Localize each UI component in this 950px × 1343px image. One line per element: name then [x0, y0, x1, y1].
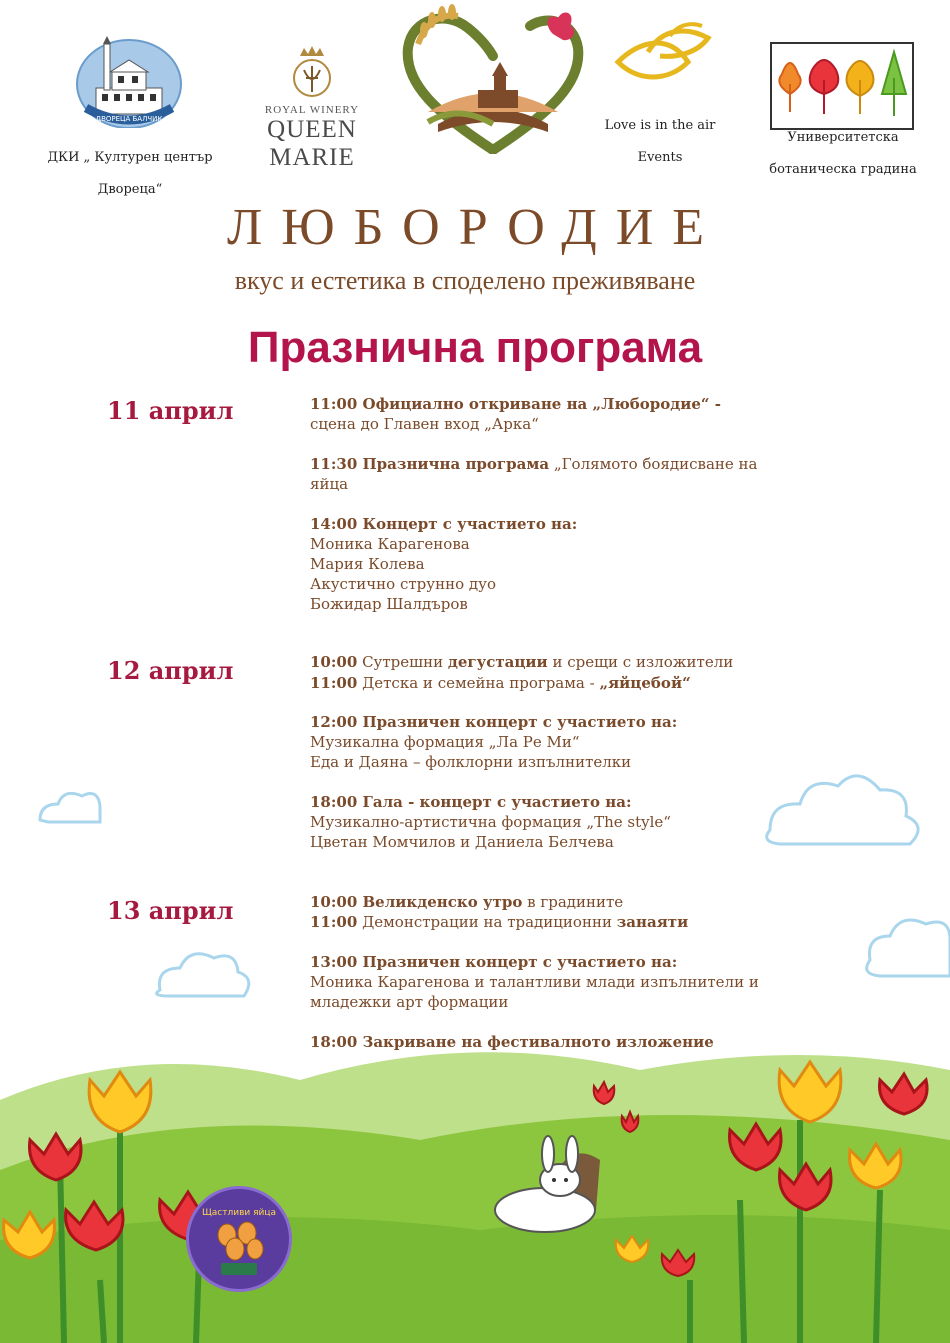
program-line-bold-text: 11:00 — [310, 674, 358, 692]
program-line-text: в градините — [522, 893, 624, 911]
program-line — [310, 652, 733, 672]
program-line-bold-text: 10:00 Великденско утро — [310, 893, 523, 911]
program-line-text: „Голямото боядисване на — [549, 455, 758, 473]
dki-logo — [74, 36, 184, 128]
program-line — [310, 732, 580, 752]
crown-crest-icon — [282, 44, 342, 100]
program-line-bold-text: 13:00 Празничен концерт с участието на: — [310, 953, 678, 971]
program-line — [310, 594, 468, 614]
garden-caption-2: ботаническа градина — [769, 162, 917, 177]
happy-eggs-badge — [186, 1186, 292, 1292]
program-line-text: Божидар Шалдъров — [310, 595, 468, 613]
program-line-bold-text: 18:00 Гала - концерт с участието на: — [310, 793, 632, 811]
program-line-bold-text: „яйцебой“ — [599, 674, 691, 692]
program-line-text: Сутрешни — [357, 653, 448, 671]
botanical-garden-logo — [770, 42, 914, 130]
program-line-bold-text: 14:00 Концерт с участието на: — [310, 515, 578, 533]
love-caption-2: Events — [637, 150, 683, 165]
program-line — [310, 952, 677, 972]
program-line-text: Музикална формация „Ла Ре Ми“ — [310, 733, 580, 751]
program-line-text: Моника Карагенова — [310, 535, 470, 553]
program-line — [310, 892, 623, 912]
program-line — [310, 514, 577, 534]
program-line — [310, 554, 425, 574]
program-line-text: сцена до Главен вход „Арка“ — [310, 415, 539, 433]
program-line-bold-text: 10:00 — [310, 653, 358, 671]
program-line — [310, 912, 688, 932]
heart-festival-logo — [398, 4, 588, 154]
program-line-bold-text: дегустации — [447, 653, 548, 671]
program-line-bold-text: 11:00 — [310, 913, 358, 931]
program-line — [310, 972, 759, 992]
program-line — [310, 454, 758, 474]
program-line-bold-text: 18:00 Закриване на фестивалното изложение — [310, 1033, 714, 1051]
program-line-text: Музикално-артистична формация „The style“ — [310, 813, 671, 831]
program-line — [310, 534, 470, 554]
winery-main-label: QUEEN MARIE — [267, 116, 357, 171]
eggs-badge-text: Щастливи яйца — [201, 1208, 277, 1218]
program-line — [310, 792, 632, 812]
program-line — [310, 414, 539, 434]
program-line-text: Еда и Даяна – фолклорни изпълнителки — [310, 753, 632, 771]
program-line-text: и срещи с изложители — [547, 653, 734, 671]
program-line — [310, 474, 348, 494]
dki-caption-1: ДКИ „ Културен център — [47, 150, 213, 165]
festival-title: ЛЮБОРОДИЕ — [226, 199, 724, 256]
garden-caption-1: Университетска — [787, 130, 899, 145]
dki-ring-text: ДВОРЕЦА БАЛЧИК — [95, 115, 163, 123]
date-label-day-2: 12 април — [107, 656, 234, 685]
program-line-text: Демонстрации на традиционни — [357, 913, 617, 931]
love-caption-1: Love is in the air — [604, 118, 716, 133]
program-line-bold-text: 12:00 Празничен концерт с участието на: — [310, 713, 678, 731]
program-line-bold-text: занаяти — [616, 913, 689, 931]
program-line — [310, 1032, 714, 1052]
dki-caption-2: Двореца“ — [97, 182, 163, 197]
program-line — [310, 832, 614, 852]
festival-subtitle: вкус и естетика в споделено преживяване — [234, 266, 696, 295]
program-line — [310, 992, 508, 1012]
program-line-text: Цветан Момчилов и Даниела Белчева — [310, 833, 614, 851]
program-line-bold-text: 11:00 Официално откриване на „Любородие“ - — [310, 395, 722, 413]
program-line-text: Мария Колева — [310, 555, 425, 573]
program-line — [310, 574, 496, 594]
program-line — [310, 752, 631, 772]
winery-logo — [222, 44, 402, 171]
program-line-text: младежки арт формации — [310, 993, 509, 1011]
program-line-text: яйца — [310, 475, 349, 493]
date-label-day-3: 13 април — [107, 896, 234, 925]
program-line-text: Детска и семейна програма - — [357, 674, 600, 692]
program-line-bold-text: 11:30 Празнична програма — [310, 455, 550, 473]
date-label-day-1: 11 април — [107, 396, 234, 425]
program-line-text: Акустично струнно дуо — [310, 575, 496, 593]
program-title: Празнична програма — [247, 323, 703, 372]
winery-sub-label: ROYAL WINERY — [264, 104, 360, 116]
love-events-logo — [608, 22, 728, 92]
program-line — [310, 673, 691, 693]
program-line — [310, 394, 721, 414]
program-line — [310, 712, 677, 732]
program-line-text: Моника Карагенова и талантливи млади изпълнители и — [310, 973, 759, 991]
program-line — [310, 812, 671, 832]
